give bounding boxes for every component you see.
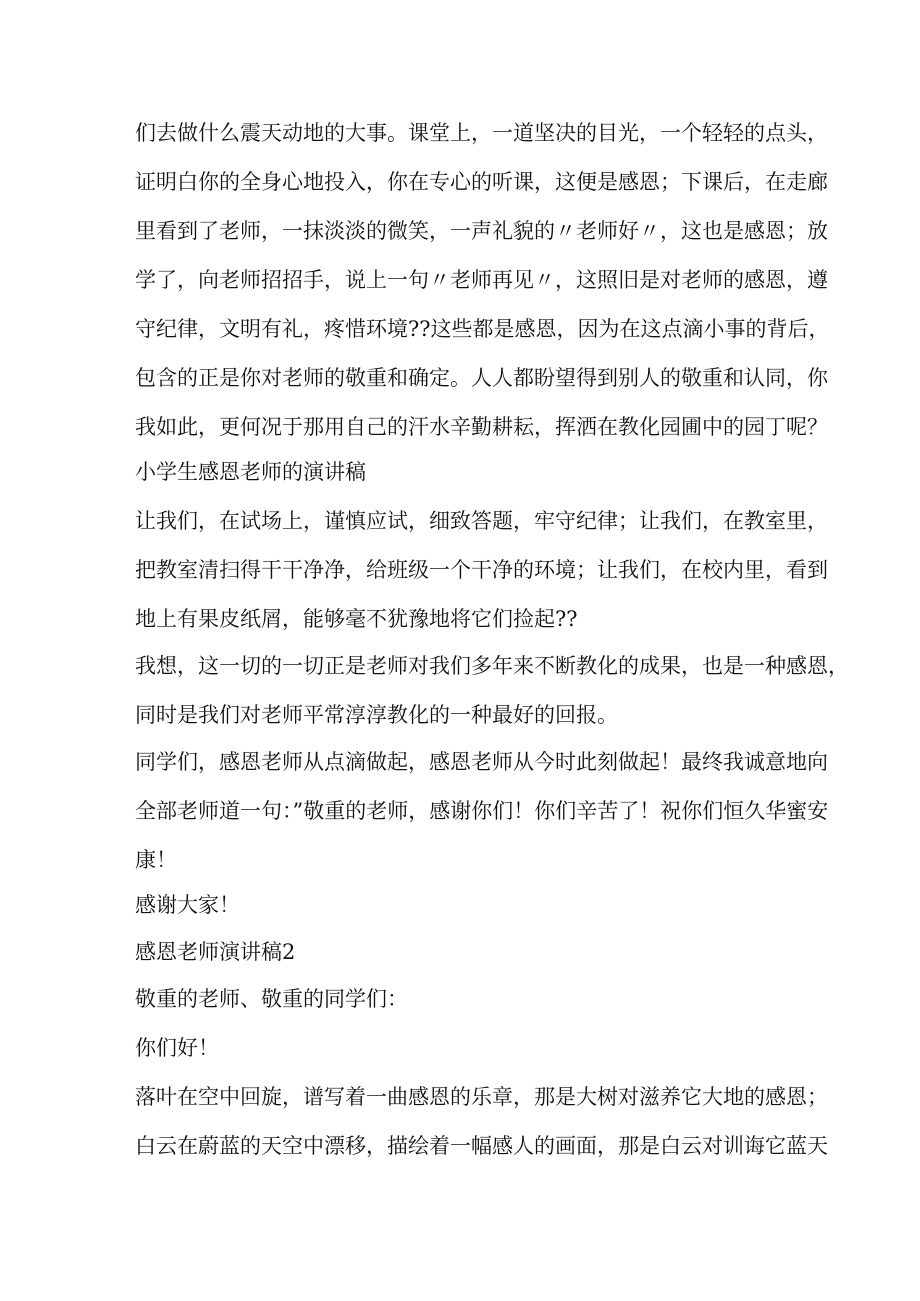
salutation: 敬重的老师、敬重的同学们： xyxy=(135,987,408,1011)
text-line: 把教室清扫得干干净净，给班级一个干净的环境；让我们，在校内里，看到 xyxy=(135,558,828,582)
text-line: 们去做什么震天动地的大事。课堂上，一道坚决的目光，一个轻轻的点头， xyxy=(135,121,828,145)
text-line: 里看到了老师，一抹淡淡的微笑，一声礼貌的〃老师好〃，这也是感恩；放 xyxy=(135,219,828,243)
section-heading: 感恩老师演讲稿2 xyxy=(135,940,296,964)
text-line: 感谢大家！ xyxy=(135,893,240,917)
text-line: 学了，向老师招招手，说上一句〃老师再见〃，这照旧是对老师的感恩，遵 xyxy=(135,268,828,292)
text-line: 包含的正是你对老师的敬重和确定。人人都盼望得到别人的敬重和认同，你 xyxy=(135,366,828,390)
text-line: 同时是我们对老师平常淳淳教化的一种最好的回报。 xyxy=(135,703,618,727)
greeting: 你们好！ xyxy=(135,1036,219,1060)
text-line: 守纪律，文明有礼，疼惜环境??这些都是感恩，因为在这点滴小事的背后， xyxy=(135,317,830,341)
text-line: 康！ xyxy=(135,848,177,872)
text-line: 我如此，更何况于那用自己的汗水辛勤耕耘，挥洒在教化园圃中的园丁呢？ xyxy=(135,415,828,439)
text-line: 白云在蔚蓝的天空中漂移，描绘着一幅感人的画面，那是白云对训诲它蓝天 xyxy=(135,1134,828,1158)
text-line: 我想，这一切的一切正是老师对我们多年来不断教化的成果，也是一种感恩， xyxy=(135,654,849,678)
text-line: 落叶在空中回旋，谱写着一曲感恩的乐章，那是大树对滋养它大地的感恩； xyxy=(135,1085,828,1109)
text-line: 让我们，在试场上，谨慎应试，细致答题，牢守纪律；让我们，在教室里， xyxy=(135,509,828,533)
section-heading: 小学生感恩老师的演讲稿 xyxy=(135,460,366,484)
text-line: 全部老师道一句：”敬重的老师，感谢你们！你们辛苦了！祝你们恒久华蜜安 xyxy=(135,799,829,823)
text-line: 证明白你的全身心地投入，你在专心的听课，这便是感恩；下课后，在走廊 xyxy=(135,170,828,194)
text-line: 同学们，感恩老师从点滴做起，感恩老师从今时此刻做起！最终我诚意地向 xyxy=(135,750,828,774)
text-line: 地上有果皮纸屑，能够毫不犹豫地将它们捡起?? xyxy=(135,607,578,631)
